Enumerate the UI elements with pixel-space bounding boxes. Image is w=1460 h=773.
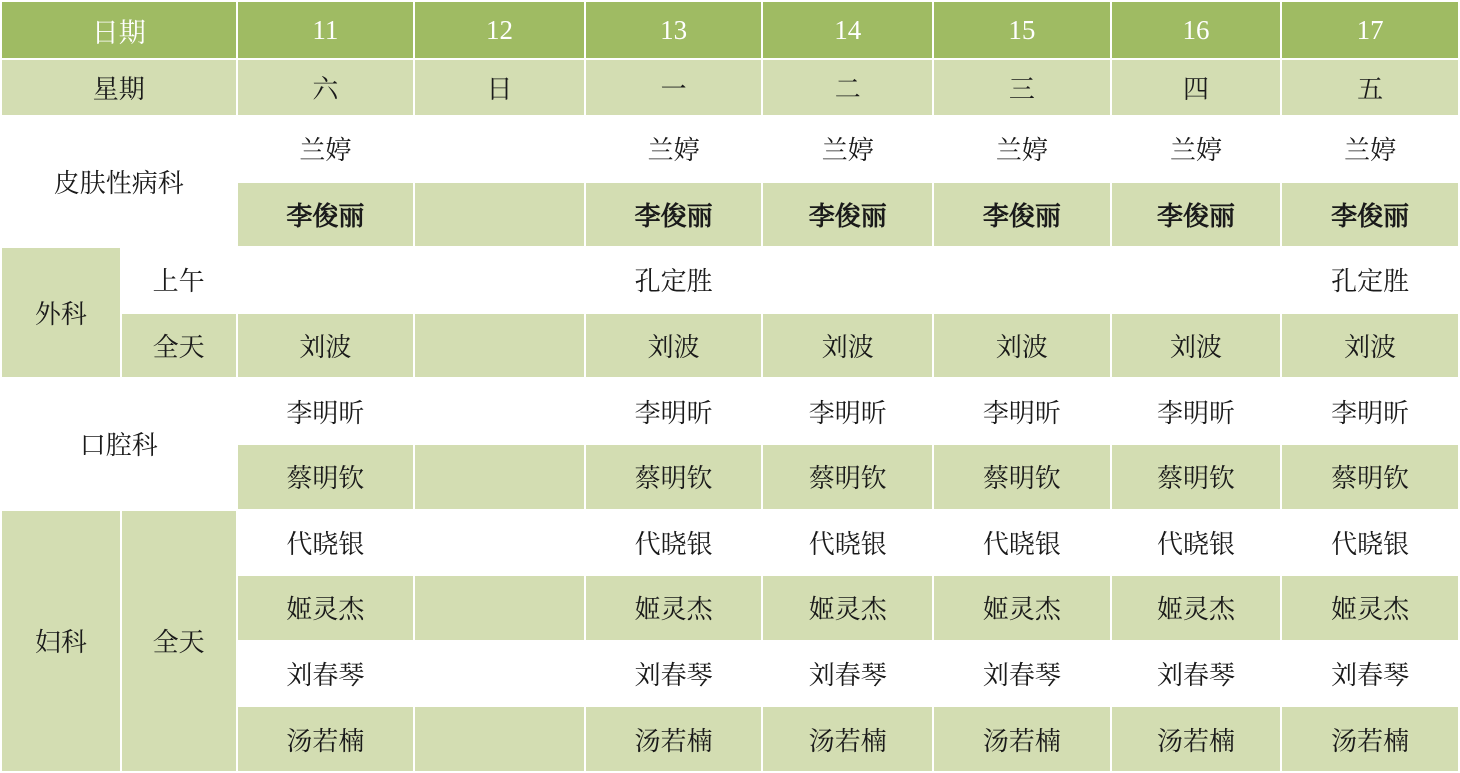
- department-label-0: 皮肤性病科: [1, 116, 237, 247]
- subrow-label-3-0: 全天: [121, 510, 237, 772]
- cell-2-1-5: 蔡明钦: [1111, 444, 1282, 510]
- header-date-label: 日期: [1, 1, 237, 59]
- cell-2-1-3: 蔡明钦: [762, 444, 933, 510]
- cell-1-0-2: 孔定胜: [585, 247, 763, 313]
- department-label-3: 妇科: [1, 510, 121, 772]
- cell-1-1-2: 刘波: [585, 313, 763, 379]
- cell-1-0-1: [414, 247, 585, 313]
- cell-3-3-0: 汤若楠: [237, 706, 415, 772]
- cell-2-1-2: 蔡明钦: [585, 444, 763, 510]
- cell-3-2-3: 刘春琴: [762, 641, 933, 707]
- cell-3-2-5: 刘春琴: [1111, 641, 1282, 707]
- table-header-weekday-row: [1, 59, 1459, 116]
- cell-3-1-2: 姬灵杰: [585, 575, 763, 641]
- table-row: [1, 313, 1459, 379]
- cell-1-0-5: [1111, 247, 1282, 313]
- cell-1-0-6: 孔定胜: [1281, 247, 1459, 313]
- cell-2-1-0: 蔡明钦: [237, 444, 415, 510]
- cell-3-1-5: 姬灵杰: [1111, 575, 1282, 641]
- table-header-date-row: [1, 1, 1459, 59]
- header-date-5: 16: [1111, 1, 1282, 59]
- cell-3-2-0: 刘春琴: [237, 641, 415, 707]
- cell-1-1-0: 刘波: [237, 313, 415, 379]
- cell-1-1-3: 刘波: [762, 313, 933, 379]
- header-date-3: 14: [762, 1, 933, 59]
- cell-0-1-0: 李俊丽: [237, 182, 415, 248]
- header-date-0: 11: [237, 1, 415, 59]
- cell-0-1-6: 李俊丽: [1281, 182, 1459, 248]
- cell-3-0-5: 代晓银: [1111, 510, 1282, 576]
- header-weekday-4: 三: [933, 59, 1111, 116]
- cell-3-3-2: 汤若楠: [585, 706, 763, 772]
- department-label-2: 口腔科: [1, 378, 237, 509]
- cell-2-1-4: 蔡明钦: [933, 444, 1111, 510]
- header-date-1: 12: [414, 1, 585, 59]
- header-weekday-3: 二: [762, 59, 933, 116]
- cell-3-3-5: 汤若楠: [1111, 706, 1282, 772]
- subrow-label-1-0: 上午: [121, 247, 237, 313]
- cell-2-1-6: 蔡明钦: [1281, 444, 1459, 510]
- header-date-4: 15: [933, 1, 1111, 59]
- cell-3-2-2: 刘春琴: [585, 641, 763, 707]
- department-label-1: 外科: [1, 247, 121, 378]
- header-weekday-2: 一: [585, 59, 763, 116]
- cell-0-1-3: 李俊丽: [762, 182, 933, 248]
- cell-3-3-1: [414, 706, 585, 772]
- table-row: [1, 116, 1459, 182]
- cell-3-3-4: 汤若楠: [933, 706, 1111, 772]
- cell-0-0-5: 兰婷: [1111, 116, 1282, 182]
- header-date-2: 13: [585, 1, 763, 59]
- cell-3-0-3: 代晓银: [762, 510, 933, 576]
- cell-1-1-1: [414, 313, 585, 379]
- cell-3-0-0: 代晓银: [237, 510, 415, 576]
- cell-3-2-4: 刘春琴: [933, 641, 1111, 707]
- cell-2-0-0: 李明昕: [237, 378, 415, 444]
- cell-3-2-1: [414, 641, 585, 707]
- cell-3-1-3: 姬灵杰: [762, 575, 933, 641]
- cell-0-0-4: 兰婷: [933, 116, 1111, 182]
- cell-0-1-4: 李俊丽: [933, 182, 1111, 248]
- cell-2-0-3: 李明昕: [762, 378, 933, 444]
- cell-2-0-4: 李明昕: [933, 378, 1111, 444]
- cell-1-1-6: 刘波: [1281, 313, 1459, 379]
- cell-1-1-4: 刘波: [933, 313, 1111, 379]
- cell-3-3-6: 汤若楠: [1281, 706, 1459, 772]
- cell-0-0-2: 兰婷: [585, 116, 763, 182]
- table-row: [1, 247, 1459, 313]
- table-row: [1, 510, 1459, 576]
- cell-3-1-6: 姬灵杰: [1281, 575, 1459, 641]
- cell-1-0-3: [762, 247, 933, 313]
- cell-3-2-6: 刘春琴: [1281, 641, 1459, 707]
- header-weekday-5: 四: [1111, 59, 1282, 116]
- cell-2-0-2: 李明昕: [585, 378, 763, 444]
- cell-1-0-4: [933, 247, 1111, 313]
- cell-3-1-4: 姬灵杰: [933, 575, 1111, 641]
- cell-0-0-0: 兰婷: [237, 116, 415, 182]
- header-weekday-6: 五: [1281, 59, 1459, 116]
- cell-0-1-5: 李俊丽: [1111, 182, 1282, 248]
- cell-3-3-3: 汤若楠: [762, 706, 933, 772]
- cell-3-1-1: [414, 575, 585, 641]
- cell-2-0-1: [414, 378, 585, 444]
- cell-0-0-3: 兰婷: [762, 116, 933, 182]
- cell-3-0-2: 代晓银: [585, 510, 763, 576]
- subrow-label-1-1: 全天: [121, 313, 237, 379]
- cell-3-1-0: 姬灵杰: [237, 575, 415, 641]
- cell-3-0-1: [414, 510, 585, 576]
- cell-3-0-4: 代晓银: [933, 510, 1111, 576]
- cell-1-1-5: 刘波: [1111, 313, 1282, 379]
- cell-1-0-0: [237, 247, 415, 313]
- header-weekday-0: 六: [237, 59, 415, 116]
- header-weekday-1: 日: [414, 59, 585, 116]
- cell-0-1-2: 李俊丽: [585, 182, 763, 248]
- cell-2-0-6: 李明昕: [1281, 378, 1459, 444]
- table-row: [1, 378, 1459, 444]
- cell-0-1-1: [414, 182, 585, 248]
- header-date-6: 17: [1281, 1, 1459, 59]
- cell-2-0-5: 李明昕: [1111, 378, 1282, 444]
- header-week-label: 星期: [1, 59, 237, 116]
- cell-0-0-1: [414, 116, 585, 182]
- cell-3-0-6: 代晓银: [1281, 510, 1459, 576]
- cell-2-1-1: [414, 444, 585, 510]
- cell-0-0-6: 兰婷: [1281, 116, 1459, 182]
